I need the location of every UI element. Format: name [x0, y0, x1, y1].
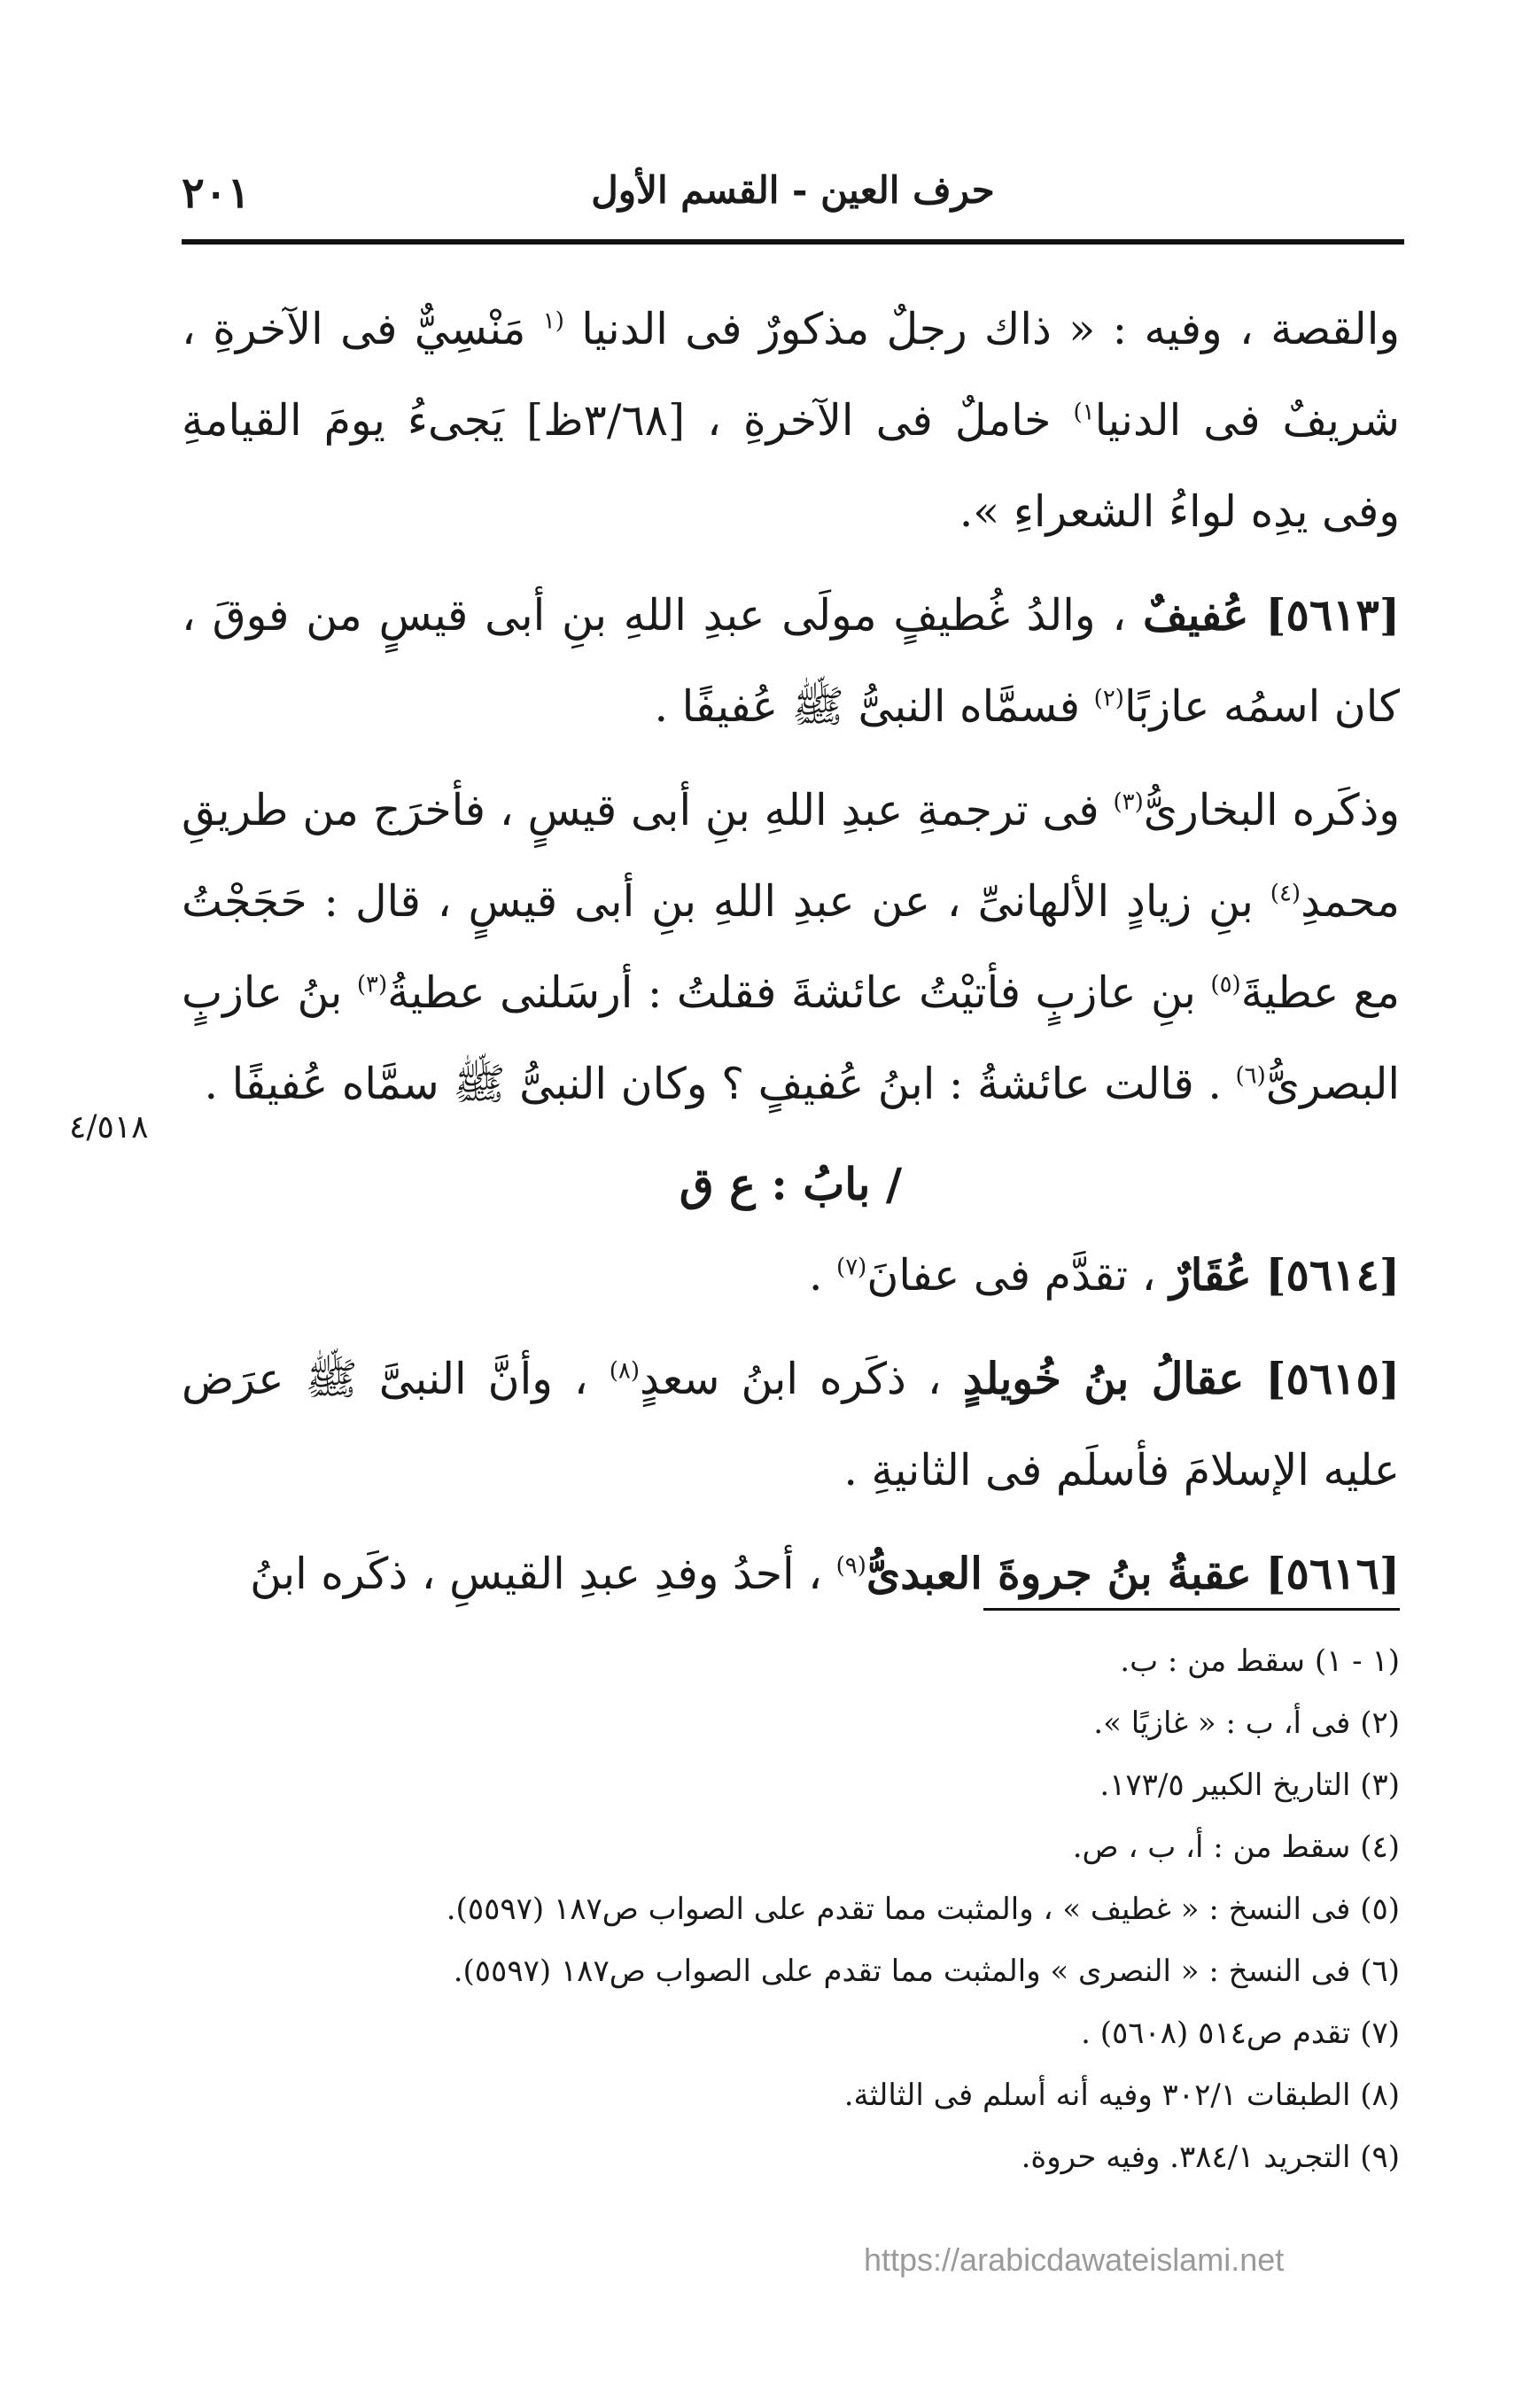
- page-number: ٢٠١: [182, 168, 251, 218]
- entry-name: عُفيفٌ: [1142, 589, 1249, 641]
- text-span: مَنْسِيٌّ فى الآخرةِ ، شريفٌ فى الدنيا: [182, 304, 1400, 446]
- footnote: (١ - ١) سقط من : ب.: [1120, 1643, 1400, 1679]
- entry-name: عُقَارٌ: [1169, 1249, 1252, 1301]
- header-rule: [182, 239, 1404, 245]
- text-span: وذكَره البخارىُّ: [1143, 785, 1401, 835]
- footnote-ref: (٨): [609, 1357, 641, 1385]
- footnote-rule: [983, 1608, 1400, 1611]
- entry-5614: [182, 1230, 1400, 1321]
- text-span: والقصة ، وفيه : « ذاك رجلٌ مذكورٌ فى الدنيا: [563, 304, 1401, 354]
- footnote-ref: (٣): [1113, 788, 1144, 816]
- footnote-ref: (٩): [835, 1552, 866, 1580]
- footnote: (٢) فى أ، ب : « غازيًا ».: [1093, 1705, 1400, 1741]
- running-title: حرف العين - القسم الأول: [591, 168, 995, 212]
- text-span: بنِ زيادٍ الألهانىِّ ، عن عبدِ اللهِ بنِ أبى قيسٍ ، قال : حَجَجْتُ مع عطيةَ: [182, 876, 1400, 1018]
- footnote: (٨) الطبقات ٣٠٢/١ وفيه أنه أسلم فى الثالثة.: [843, 2078, 1400, 2113]
- text-span: ، والدُ غُطيفٍ مولَى عبدِ اللهِ بنِ أبى قيسٍ من فوقَ ، كان اسمُه عازبًا: [182, 590, 1400, 732]
- text-span: ، تقدَّم فى عفانَ: [866, 1250, 1170, 1301]
- entry-number: [٥٦١٤]: [1265, 1249, 1400, 1301]
- footnote: (٣) التاريخ الكبير ١٧٣/٥.: [1099, 1767, 1400, 1803]
- entry-number: [٥٦١٣]: [1265, 589, 1401, 641]
- entry-name: عقبةُ بنُ جروةَ العبدىُّ: [866, 1548, 1252, 1599]
- paragraph-bukhari: [182, 765, 1400, 1130]
- footnote: (٧) تقدم ص٥١٤ (٥٦٠٨) .: [1081, 2016, 1400, 2051]
- text-span: . قالت عائشةُ : ابنُ عُفيفٍ ؟ وكان النبىُّ ﷺ سمَّاه عُفيفًا .: [204, 1059, 1236, 1109]
- footnote-ref: (٤): [1270, 880, 1301, 907]
- text-span: ، أحدُ وفدِ عبدِ القيسِ ، ذكَره ابنُ: [250, 1549, 836, 1599]
- footnote-ref: (٧): [836, 1254, 867, 1281]
- entry-number: [٥٦١٦]: [1265, 1548, 1400, 1599]
- main-text: [182, 284, 1400, 1620]
- footnote: (٥) فى النسخ : « غطيف » ، والمثبت مما تقدم على الصواب ص١٨٧ (٥٥٩٧).: [446, 1891, 1400, 1927]
- text-span: ، ذكَره ابنُ سعدٍ: [640, 1354, 963, 1404]
- text-span: بنِ عازبٍ فأتيْتُ عائشةَ فقلتُ : أرسَلنى عطيةُ: [387, 967, 1211, 1018]
- footnote-ref: ١): [1073, 399, 1095, 426]
- footnote: (٩) التجريد ٣٨٤/١. وفيه حروة.: [1021, 2140, 1400, 2175]
- entry-5616: [182, 1528, 1400, 1620]
- footnote-ref: (٦): [1235, 1062, 1266, 1090]
- footnote-ref: (٢): [1093, 685, 1124, 712]
- footnote-ref: (٥): [1210, 971, 1241, 998]
- paragraph-1: [182, 284, 1400, 557]
- footnote: (٤) سقط من : أ، ب ، ص.: [1072, 1829, 1400, 1865]
- footnotes: [182, 1630, 1400, 2188]
- entry-name: عقالُ بنُ خُويلدٍ: [962, 1353, 1245, 1404]
- text-span: ، وأنَّ النبىَّ ﷺ عرَض عليه الإسلامَ فأسلَم فى الثانيةِ .: [182, 1354, 1400, 1495]
- page-header: [182, 168, 1404, 221]
- text-span: فى ترجمةِ عبدِ اللهِ بنِ أبى قيسٍ ، فأخرَج من طريقِ محمدِ: [182, 785, 1400, 927]
- margin-volume-page-note: ٤/٥١٨: [69, 1109, 149, 1146]
- text-span: فسمَّاه النبىُّ ﷺ عُفيفًا .: [654, 681, 1094, 732]
- text-span: بنُ عازبٍ البصرىُّ: [182, 967, 1400, 1109]
- entry-5613: [182, 570, 1400, 752]
- footnote: (٦) فى النسخ : « النصرى » والمثبت مما تقدم على الصواب ص١٨٧ (٥٥٩٧).: [453, 1954, 1400, 1989]
- chapter-heading: / بابُ : ع ق: [679, 1158, 903, 1210]
- entry-5615: [182, 1333, 1400, 1516]
- text-span: خاملٌ فى الآخرةِ ، [٣/٦٨ظ] يَجىءُ يومَ القيامةِ وفى يدِه لواءُ الشعراءِ ».: [182, 395, 1400, 537]
- text-span: .: [808, 1250, 837, 1301]
- watermark-url: https://arabicdawateislami.net: [864, 2241, 1285, 2278]
- footnote-ref: (١: [542, 307, 564, 335]
- entry-number: [٥٦١٥]: [1265, 1353, 1401, 1404]
- footnote-ref: (٣): [356, 971, 388, 998]
